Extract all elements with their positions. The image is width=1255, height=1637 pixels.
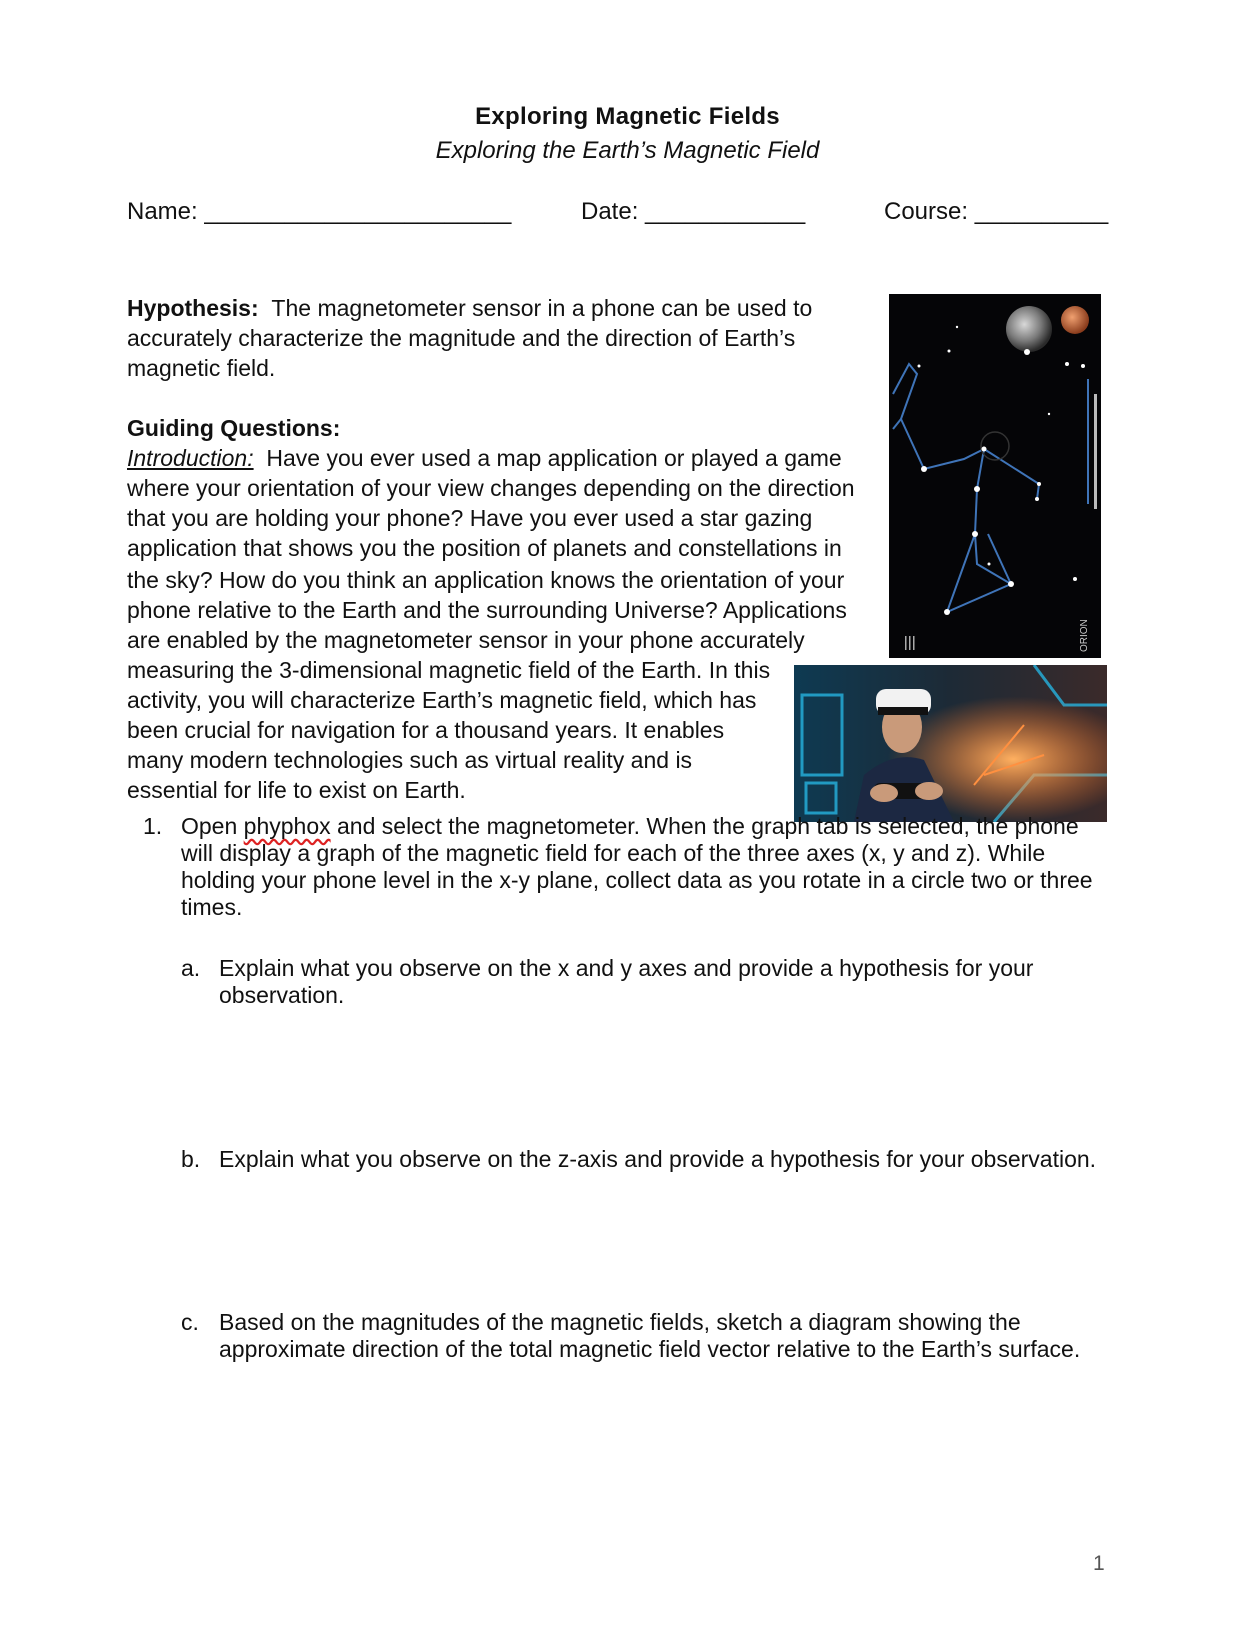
page-number: 1 xyxy=(1093,1552,1105,1575)
q1-word: Open xyxy=(181,813,238,839)
sub-a-line: Explain what you observe on the x and y axes and provide a hypothesis for your xyxy=(219,955,1034,981)
hypothesis-line: accurately characterize the magnitude and the direction of Earth’s xyxy=(127,325,796,351)
subquestion-b-letter: b. xyxy=(181,1146,201,1172)
intro-line: essential for life to exist on Earth. xyxy=(127,777,466,803)
sub-a-line: observation. xyxy=(219,982,345,1008)
intro-line: are enabled by the magnetometer sensor in your phone accurately xyxy=(127,627,805,653)
q1-line: times. xyxy=(181,894,243,920)
name-label: Name: xyxy=(127,198,198,225)
vr-player-illustration xyxy=(794,665,1107,822)
date-blank: ____________ xyxy=(645,198,806,225)
intro-line: been crucial for navigation for a thousand years. It enables xyxy=(127,717,725,743)
hypothesis-block xyxy=(127,293,887,383)
introduction-label: Introduction: xyxy=(127,445,254,471)
page-subtitle: Exploring the Earth’s Magnetic Field xyxy=(435,137,820,164)
star-gazing-image xyxy=(889,294,1101,658)
intro-line: measuring the 3-dimensional magnetic field of the Earth. In this xyxy=(127,657,771,683)
sub-c-line: Based on the magnitudes of the magnetic fields, sketch a diagram showing the xyxy=(219,1309,1021,1335)
q1-line: and select the magnetometer. When the graph tab is selected, the phone xyxy=(337,813,1079,839)
orion-label: ORION xyxy=(1079,619,1090,652)
intro-line: where your orientation of your view changes depending on the direction xyxy=(127,475,855,501)
vr-gaming-image xyxy=(794,665,1107,822)
course-field[interactable] xyxy=(884,198,1108,226)
q1-line: will display a graph of the magnetic field for each of the three axes (x, y and z). While xyxy=(181,840,1046,866)
sub-c-line: approximate direction of the total magnetic field vector relative to the Earth’s surface. xyxy=(219,1336,1081,1362)
sub-b-line: Explain what you observe on the z-axis and provide a hypothesis for your observation. xyxy=(219,1146,1097,1172)
intro-line: the sky? How do you think an application knows the orientation of your xyxy=(127,567,845,593)
question-1-number: 1. xyxy=(143,813,163,839)
constellation-illustration xyxy=(889,294,1101,658)
intro-line: activity, you will characterize Earth’s magnetic field, which has xyxy=(127,687,757,713)
date-field[interactable] xyxy=(581,198,805,226)
app-name-phyphox: phyphox xyxy=(243,813,331,839)
planet-icon xyxy=(1061,306,1089,334)
date-label: Date: xyxy=(581,198,639,225)
intro-line: phone relative to the Earth and the surrounding Universe? Applications xyxy=(127,597,847,623)
subquestion-c xyxy=(219,1309,1149,1363)
subquestion-a xyxy=(219,955,1139,1009)
intro-line: many modern technologies such as virtual reality and is xyxy=(127,747,693,773)
guiding-heading: Guiding Questions: xyxy=(127,415,341,441)
page-title: Exploring Magnetic Fields xyxy=(475,103,780,130)
hypothesis-label: Hypothesis: xyxy=(127,295,259,321)
subquestion-c-letter: c. xyxy=(181,1309,199,1335)
course-label: Course: xyxy=(884,198,969,225)
subquestion-b xyxy=(219,1146,1149,1173)
q1-line: holding your phone level in the x-y plane, collect data as you rotate in a circle two or three xyxy=(181,867,1093,893)
subquestion-a-letter: a. xyxy=(181,955,201,981)
hypothesis-line: The magnetometer sensor in a phone can be used to xyxy=(271,295,813,321)
intro-line: Have you ever used a map application or played a game xyxy=(266,445,842,471)
moon-icon xyxy=(1006,306,1052,352)
name-field[interactable] xyxy=(127,198,511,226)
question-1 xyxy=(181,813,1141,921)
name-blank: _______________________ xyxy=(204,198,512,225)
intro-line: that you are holding your phone? Have you ever used a star gazing xyxy=(127,505,813,531)
course-blank: __________ xyxy=(974,198,1109,225)
hypothesis-line: magnetic field. xyxy=(127,355,276,381)
intro-line: application that shows you the position of planets and constellations in xyxy=(127,535,842,561)
